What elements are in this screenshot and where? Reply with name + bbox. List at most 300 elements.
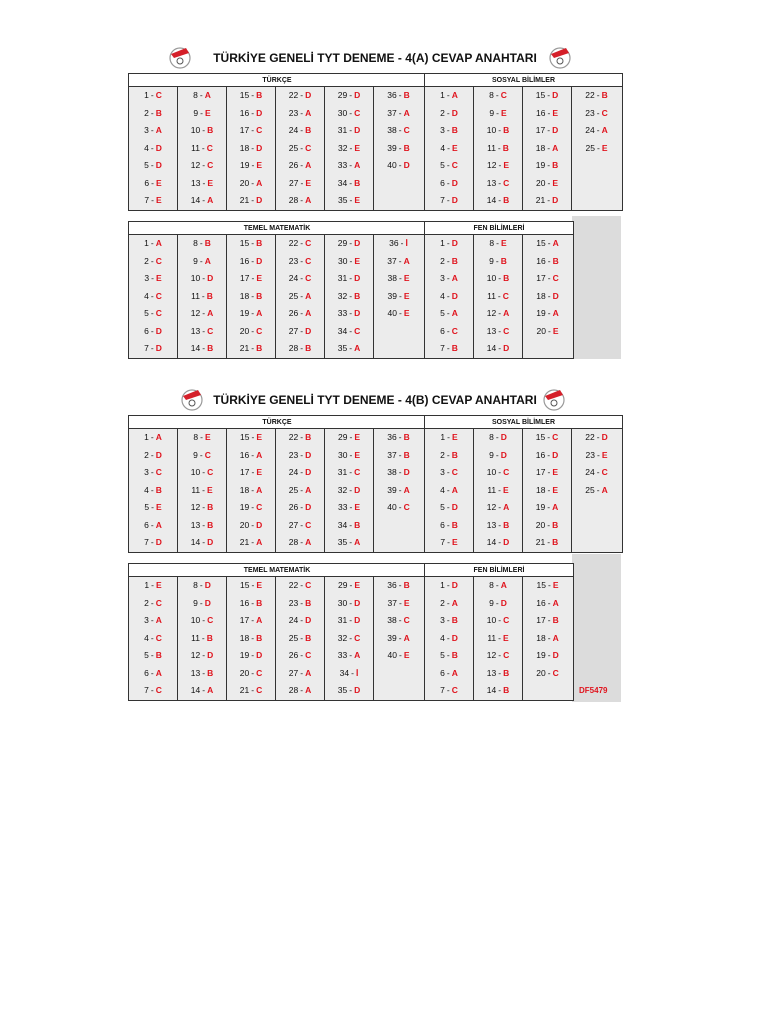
- answer-letter: C: [601, 107, 608, 118]
- separator-dash: -: [547, 273, 551, 283]
- separator-dash: -: [495, 449, 499, 460]
- separator-dash: -: [547, 308, 551, 318]
- separator-dash: -: [498, 519, 502, 530]
- separator-dash: -: [446, 325, 450, 336]
- answer-column: [178, 87, 227, 210]
- answer-cell: [129, 122, 177, 140]
- answer-cell: [325, 447, 373, 465]
- answer-letter: E: [503, 484, 509, 495]
- answer-cell: [178, 682, 226, 700]
- question-number: 24: [585, 467, 595, 477]
- question-number: 40: [387, 502, 397, 512]
- question-number: 5: [440, 502, 445, 512]
- answer-letter: E: [403, 650, 410, 660]
- question-number: 13: [191, 177, 201, 188]
- answer-cell: [227, 534, 275, 552]
- answer-cell: [178, 175, 226, 193]
- separator-dash: -: [300, 273, 304, 283]
- answer-columns: [129, 235, 425, 358]
- answer-cell: [374, 577, 423, 595]
- question-number: 3: [144, 125, 149, 135]
- answer-letter: E: [155, 580, 162, 590]
- separator-dash: -: [150, 343, 154, 353]
- answer-letter: C: [207, 615, 214, 625]
- answer-cell: [425, 577, 473, 595]
- separator-dash: -: [596, 125, 600, 135]
- answer-cell: [572, 447, 621, 465]
- answer-cell: [129, 534, 177, 552]
- answer-cell: [425, 464, 473, 482]
- separator-dash: -: [349, 449, 353, 460]
- answer-letter: B: [305, 432, 312, 442]
- answer-columns: [425, 577, 573, 700]
- question-number: 29: [338, 580, 348, 590]
- question-number: 5: [144, 160, 149, 170]
- answer-letter: E: [451, 142, 458, 153]
- question-number: 3: [144, 467, 149, 477]
- answer-letter: C: [256, 125, 263, 135]
- separator-dash: -: [300, 685, 304, 695]
- question-number: 17: [536, 467, 546, 477]
- separator-dash: -: [199, 238, 203, 248]
- answer-letter: E: [601, 142, 608, 153]
- answer-cell: [325, 105, 373, 123]
- question-number: 17: [535, 125, 546, 135]
- answer-cell: [572, 192, 621, 210]
- answer-cell: [425, 340, 473, 358]
- question-number: 32: [337, 290, 348, 301]
- answer-letter: A: [204, 255, 211, 266]
- answer-cell: [178, 665, 226, 683]
- answer-letter: D: [354, 615, 361, 625]
- group-sosyal: [424, 73, 623, 211]
- separator-dash: -: [351, 667, 354, 678]
- separator-dash: -: [349, 107, 353, 118]
- answer-letter: A: [256, 484, 263, 495]
- question-number: 9: [193, 449, 198, 460]
- answer-cell: [474, 340, 522, 358]
- answer-column: [523, 87, 572, 210]
- question-number: 4: [144, 632, 149, 643]
- question-number: 19: [239, 650, 250, 660]
- answer-letter: B: [403, 580, 410, 590]
- answer-column: [325, 87, 374, 210]
- separator-dash: -: [495, 580, 499, 590]
- answer-letter: C: [503, 615, 510, 625]
- answer-letter: B: [207, 125, 214, 135]
- separator-dash: -: [151, 195, 154, 205]
- answer-cell: [227, 192, 275, 210]
- separator-dash: -: [300, 502, 304, 512]
- answer-cell: [374, 682, 423, 700]
- separator-dash: -: [300, 615, 304, 625]
- answer-letter: E: [552, 177, 558, 188]
- answer-letter: B: [451, 343, 458, 353]
- answer-letter: D: [451, 238, 458, 248]
- answer-cell: [374, 464, 423, 482]
- answer-letter: B: [256, 238, 263, 248]
- answer-letter: C: [206, 142, 213, 153]
- question-number: 20: [536, 325, 546, 336]
- answer-cell: [572, 429, 621, 447]
- separator-dash: -: [150, 90, 154, 100]
- question-number: 4: [440, 632, 445, 643]
- answer-letter: E: [354, 195, 360, 205]
- separator-dash: -: [349, 685, 353, 695]
- question-number: 5: [440, 650, 445, 660]
- answer-letter: C: [354, 325, 361, 336]
- answer-column: [474, 429, 523, 552]
- answer-letter: A: [552, 238, 559, 248]
- separator-dash: -: [251, 519, 255, 530]
- question-number: 20: [239, 519, 250, 530]
- question-number: 39: [387, 632, 397, 643]
- answer-letter: C: [305, 519, 312, 530]
- answer-letter: E: [552, 467, 558, 477]
- question-number: 12: [190, 160, 201, 170]
- separator-dash: -: [398, 650, 402, 660]
- separator-dash: -: [398, 273, 402, 283]
- answer-cell: [325, 305, 373, 323]
- answer-cell: [276, 447, 324, 465]
- separator-dash: -: [251, 685, 255, 695]
- answer-column: [178, 577, 227, 700]
- answer-letter: D: [155, 537, 162, 547]
- question-number: 35: [337, 685, 348, 695]
- question-number: 18: [239, 484, 250, 495]
- separator-dash: -: [498, 177, 502, 188]
- separator-dash: -: [446, 667, 450, 678]
- answer-cell: [129, 87, 177, 105]
- separator-dash: -: [498, 650, 502, 660]
- answer-letter: E: [204, 432, 211, 442]
- answer-cell: [178, 340, 226, 358]
- answer-letter: A: [256, 537, 263, 547]
- answer-column: [572, 87, 621, 210]
- separator-dash: -: [251, 177, 255, 188]
- answer-letter: D: [451, 580, 458, 590]
- answer-column: [129, 429, 178, 552]
- question-number: 6: [144, 667, 149, 678]
- separator-dash: -: [398, 449, 402, 460]
- separator-dash: -: [398, 597, 402, 608]
- answer-cell: [129, 253, 177, 271]
- question-number: 1: [440, 238, 445, 248]
- answer-cell: [276, 305, 324, 323]
- separator-dash: -: [547, 107, 551, 118]
- group-header: SOSYAL BİLİMLER: [425, 416, 622, 429]
- group-header: TEMEL MATEMATİK: [129, 222, 425, 235]
- answer-letter: A: [256, 177, 263, 188]
- question-number: 30: [337, 107, 348, 118]
- separator-dash: -: [150, 432, 154, 442]
- question-number: 9: [489, 449, 494, 460]
- answer-letter: B: [305, 343, 312, 353]
- separator-dash: -: [349, 519, 353, 530]
- answer-cell: [325, 499, 373, 517]
- question-number: 9: [193, 255, 198, 266]
- answer-column: [227, 87, 276, 210]
- question-number: 13: [190, 519, 201, 530]
- separator-dash: -: [349, 273, 353, 283]
- separator-dash: -: [300, 519, 304, 530]
- answer-letter: A: [155, 667, 162, 678]
- answer-cell: [129, 429, 177, 447]
- answer-column: [276, 87, 325, 210]
- separator-dash: -: [547, 290, 551, 301]
- separator-dash: -: [446, 597, 450, 608]
- answer-cell: [523, 612, 572, 630]
- answer-cell: [227, 464, 275, 482]
- answer-cell: [374, 270, 423, 288]
- answer-cell: [276, 87, 324, 105]
- question-number: 21: [535, 195, 546, 205]
- answer-letter: B: [206, 290, 213, 301]
- answer-letter: B: [500, 255, 507, 266]
- separator-dash: -: [446, 449, 450, 460]
- question-number: 4: [440, 142, 446, 153]
- separator-dash: -: [202, 467, 206, 477]
- answer-cell: [425, 647, 473, 665]
- separator-dash: -: [497, 290, 501, 301]
- question-number: 16: [536, 597, 546, 608]
- answer-cell: [523, 305, 572, 323]
- separator-dash: -: [199, 90, 203, 100]
- question-number: 16: [239, 449, 250, 460]
- separator-dash: -: [349, 177, 353, 188]
- answer-cell: [178, 612, 226, 630]
- answer-cell: [523, 482, 571, 500]
- answer-letter: A: [552, 308, 559, 318]
- question-number: 22: [288, 580, 299, 590]
- question-number: 30: [338, 449, 348, 460]
- separator-dash: -: [251, 580, 255, 590]
- answer-letter: D: [354, 597, 361, 608]
- answer-letter: A: [305, 537, 312, 547]
- separator-dash: -: [596, 142, 600, 153]
- question-number: 2: [440, 255, 445, 266]
- question-number: 15: [240, 580, 250, 590]
- answer-columns: [129, 429, 425, 552]
- answer-cell: [129, 595, 177, 613]
- answer-cell: [374, 305, 423, 323]
- answer-cell: [227, 612, 275, 630]
- separator-dash: -: [446, 685, 450, 695]
- separator-dash: -: [547, 650, 551, 660]
- answer-letter: B: [256, 597, 263, 608]
- answer-letter: E: [305, 177, 311, 188]
- answer-letter: A: [451, 484, 458, 495]
- answer-cell: [474, 577, 522, 595]
- separator-dash: -: [150, 484, 154, 495]
- question-number: 8: [193, 90, 198, 100]
- separator-dash: -: [495, 255, 499, 266]
- answer-letter: D: [500, 597, 507, 608]
- separator-dash: -: [251, 537, 255, 547]
- question-number: 18: [239, 142, 250, 153]
- question-number: 5: [440, 160, 445, 170]
- answer-letter: C: [305, 580, 312, 590]
- answer-letter: B: [451, 615, 458, 625]
- answer-letter: C: [502, 290, 509, 301]
- answer-cell: [523, 630, 572, 648]
- question-number: 40: [387, 308, 397, 318]
- answer-letter: B: [503, 273, 510, 283]
- answer-cell: [523, 87, 571, 105]
- question-number: 26: [288, 650, 299, 660]
- separator-dash: -: [495, 90, 499, 100]
- separator-dash: -: [300, 484, 304, 495]
- answer-letter: C: [451, 685, 458, 695]
- answer-cell: [572, 499, 621, 517]
- answer-column: [374, 235, 423, 358]
- separator-dash: -: [251, 467, 255, 477]
- answer-cell: [474, 323, 522, 341]
- answer-cell: [178, 270, 226, 288]
- answer-letter: C: [207, 160, 214, 170]
- answer-cell: [276, 682, 324, 700]
- separator-dash: -: [596, 449, 600, 460]
- answer-letter: D: [155, 142, 162, 153]
- question-number: 18: [239, 632, 250, 643]
- answer-cell: [178, 647, 226, 665]
- answer-cell: [325, 534, 373, 552]
- answer-column: [129, 235, 178, 358]
- question-number: 34: [337, 325, 348, 336]
- question-number: 24: [288, 467, 299, 477]
- answer-cell: [227, 447, 275, 465]
- separator-dash: -: [251, 273, 255, 283]
- answer-cell: [325, 157, 373, 175]
- answer-cell: [523, 105, 571, 123]
- question-number: 5: [440, 308, 445, 318]
- question-number: 8: [193, 580, 198, 590]
- question-number: 19: [239, 502, 250, 512]
- separator-dash: -: [251, 160, 255, 170]
- answer-letter: İ: [405, 238, 408, 248]
- question-number: 36: [387, 580, 397, 590]
- answer-cell: [374, 288, 423, 306]
- answer-column: [572, 429, 621, 552]
- answer-cell: [325, 340, 373, 358]
- answer-cell: [374, 429, 423, 447]
- answer-letter: D: [207, 537, 214, 547]
- answer-letter: A: [601, 125, 608, 135]
- answer-letter: E: [500, 238, 507, 248]
- answer-cell: [425, 175, 473, 193]
- answer-letter: A: [155, 125, 162, 135]
- answer-cell: [178, 517, 226, 535]
- separator-dash: -: [300, 107, 304, 118]
- separator-dash: -: [150, 238, 154, 248]
- answer-letter: C: [451, 160, 458, 170]
- separator-dash: -: [398, 90, 402, 100]
- separator-dash: -: [400, 238, 404, 248]
- answer-cell: [227, 682, 275, 700]
- question-number: 22: [288, 90, 299, 100]
- question-number: 22: [585, 432, 595, 442]
- answer-cell: [129, 682, 177, 700]
- question-number: 26: [288, 308, 299, 318]
- answer-letter: D: [256, 519, 263, 530]
- separator-dash: -: [447, 432, 450, 442]
- answer-cell: [178, 499, 226, 517]
- answer-cell: [227, 595, 275, 613]
- question-number: 24: [585, 125, 595, 135]
- answer-cell: [425, 157, 473, 175]
- separator-dash: -: [251, 255, 255, 266]
- separator-dash: -: [498, 615, 502, 625]
- answer-letter: E: [155, 273, 162, 283]
- question-number: 18: [536, 632, 546, 643]
- answer-letter: C: [354, 632, 361, 643]
- answer-cell: [425, 682, 473, 700]
- answer-cell: [374, 175, 423, 193]
- answer-column: [425, 577, 474, 700]
- answer-cell: [129, 235, 177, 253]
- answer-letter: E: [503, 160, 509, 170]
- answer-letter: İ: [355, 667, 359, 678]
- answer-letter: D: [354, 308, 361, 318]
- separator-dash: -: [398, 432, 402, 442]
- answer-letter: D: [503, 537, 510, 547]
- question-number: 13: [190, 667, 201, 678]
- separator-dash: -: [446, 238, 450, 248]
- separator-dash: -: [547, 325, 551, 336]
- separator-dash: -: [547, 125, 551, 135]
- answer-cell: [572, 175, 621, 193]
- answer-letter: D: [354, 125, 361, 135]
- answer-letter: B: [207, 667, 214, 678]
- question-number: 12: [486, 308, 497, 318]
- answer-letter: E: [403, 290, 410, 301]
- answer-cell: [129, 665, 177, 683]
- answer-letter: D: [451, 107, 458, 118]
- question-number: 13: [190, 325, 201, 336]
- question-number: 39: [387, 484, 397, 495]
- answer-letter: E: [503, 632, 509, 643]
- answer-cell: [523, 595, 572, 613]
- question-number: 19: [535, 502, 546, 512]
- question-number: 21: [535, 537, 546, 547]
- separator-dash: -: [151, 177, 154, 188]
- answer-letter: D: [451, 290, 458, 301]
- answer-letter: C: [155, 597, 162, 608]
- question-number: 11: [487, 632, 497, 643]
- question-number: 1: [440, 90, 445, 100]
- answer-column: [523, 429, 572, 552]
- answer-cell: [129, 464, 177, 482]
- question-number: 32: [338, 142, 348, 153]
- question-number: 37: [387, 107, 397, 118]
- question-number: 23: [288, 449, 299, 460]
- separator-dash: -: [202, 650, 206, 660]
- answer-letter: D: [305, 90, 312, 100]
- answer-cell: [325, 323, 373, 341]
- question-number: 38: [387, 467, 397, 477]
- question-number: 4: [440, 290, 445, 301]
- question-number: 16: [536, 107, 546, 118]
- separator-dash: -: [349, 432, 353, 442]
- question-number: 15: [535, 90, 546, 100]
- answer-letter: D: [204, 597, 211, 608]
- answer-letter: B: [552, 160, 559, 170]
- separator-dash: -: [202, 177, 206, 188]
- separator-dash: -: [547, 449, 551, 460]
- separator-dash: -: [498, 632, 501, 643]
- separator-dash: -: [446, 580, 450, 590]
- question-number: 16: [239, 107, 250, 118]
